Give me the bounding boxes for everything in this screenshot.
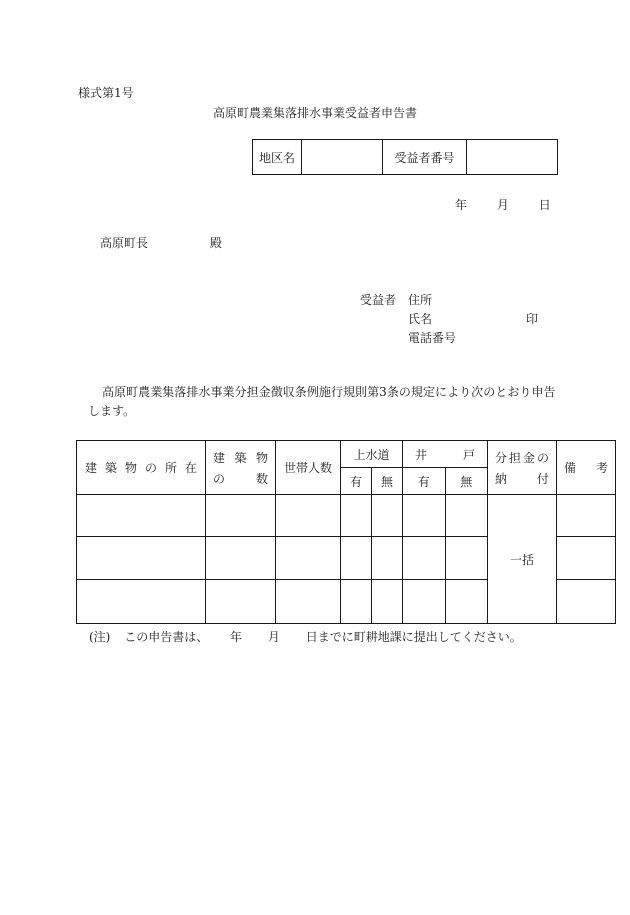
header-building-count [206, 441, 276, 495]
header-char: 物 [124, 461, 137, 475]
cell-remarks[interactable] [557, 495, 616, 537]
header-char: 分 [495, 450, 508, 465]
cell-water-yes[interactable] [341, 495, 372, 537]
document-title: 高原町農業集落排水事業受益者申告書 [212, 106, 417, 120]
addressee-honorific: 殿 [209, 236, 222, 250]
header-water-yes: 有 [341, 468, 372, 495]
header-char: 建 [213, 450, 226, 465]
header-char: 所 [164, 461, 177, 475]
cell-water-no[interactable] [372, 537, 403, 580]
header-building-location-text [85, 459, 197, 476]
cell-building-count[interactable] [206, 580, 276, 624]
header-households: 世帯人数 [276, 441, 341, 495]
header-char: 考 [595, 461, 608, 475]
addressee-name: 高原町長 [100, 236, 149, 250]
submission-note [89, 628, 522, 645]
cell-payment-method: 一括 [488, 495, 557, 624]
cell-location[interactable] [77, 537, 206, 580]
header-well-no: 無 [445, 468, 488, 495]
applicant-name-label: 氏名 [408, 312, 433, 326]
addressee [100, 234, 222, 251]
table-row [77, 495, 616, 537]
beneficiary-number-field[interactable] [467, 140, 558, 175]
statement-line-2: します。 [88, 404, 136, 418]
beneficiary-number-label: 受益者番号 [383, 140, 467, 175]
date-year-label: 年 [455, 198, 468, 212]
header-char: 備 [564, 461, 577, 475]
date-line [455, 196, 551, 213]
cell-building-count[interactable] [206, 537, 276, 580]
applicant-address-label: 住所 [408, 293, 433, 307]
header-char: 納 [495, 471, 508, 486]
header-well-text [415, 446, 475, 463]
cell-households[interactable] [276, 537, 341, 580]
cell-well-yes[interactable] [403, 495, 446, 537]
cell-location[interactable] [77, 580, 206, 624]
seal-mark: 印 [526, 312, 539, 326]
cell-well-no[interactable] [445, 495, 488, 537]
header-payment-line2 [495, 470, 549, 487]
building-table [76, 440, 616, 624]
header-well [403, 441, 488, 468]
header-char: 金 [522, 450, 535, 465]
statement-paragraph [88, 383, 558, 421]
header-building-count-line1 [213, 449, 268, 466]
cell-water-no[interactable] [372, 580, 403, 624]
cell-building-count[interactable] [206, 495, 276, 537]
cell-households[interactable] [276, 495, 341, 537]
header-char: 付 [536, 471, 549, 486]
header-char: 築 [104, 461, 117, 475]
note-prefix: (注) [89, 630, 111, 644]
note-text-a: この申告書は、 [124, 630, 209, 644]
cell-well-no[interactable] [445, 580, 488, 624]
header-water-no: 無 [372, 468, 403, 495]
date-month-label: 月 [496, 198, 509, 212]
header-remarks-text [564, 459, 608, 476]
header-payment [488, 441, 557, 495]
cell-remarks[interactable] [557, 537, 616, 580]
district-info-table [252, 139, 558, 175]
header-building-location [77, 441, 206, 495]
header-water-supply: 上水道 [341, 441, 403, 468]
note-month: 月 [267, 630, 280, 644]
header-char: 戸 [462, 447, 475, 462]
header-char: 築 [234, 450, 247, 465]
header-char: 井 [415, 447, 428, 462]
header-payment-line1 [495, 449, 549, 466]
applicant-phone-label: 電話番号 [408, 331, 457, 345]
header-remarks [557, 441, 616, 495]
cell-water-yes[interactable] [341, 580, 372, 624]
header-char: 建 [85, 461, 98, 475]
header-char: の [213, 471, 226, 486]
cell-well-no[interactable] [445, 537, 488, 580]
cell-well-yes[interactable] [403, 537, 446, 580]
applicant-role: 受益者 [360, 293, 397, 307]
header-building-count-line2 [213, 470, 268, 487]
statement-line-1: 高原町農業集落排水事業分担金徴収条例施行規則第3条の規定により次のとおり申告 [102, 385, 556, 399]
cell-remarks[interactable] [557, 580, 616, 624]
header-char: 数 [255, 471, 268, 486]
header-char: の [536, 450, 549, 465]
header-well-yes: 有 [403, 468, 446, 495]
header-char: 担 [508, 450, 521, 465]
header-char: の [144, 461, 157, 475]
note-year: 年 [230, 630, 243, 644]
cell-water-yes[interactable] [341, 537, 372, 580]
cell-location[interactable] [77, 495, 206, 537]
note-text-b: 日までに町耕地課に提出してください。 [305, 630, 522, 644]
cell-households[interactable] [276, 580, 341, 624]
district-label: 地区名 [253, 140, 302, 175]
header-char: 在 [184, 461, 197, 475]
date-day-label: 日 [538, 198, 551, 212]
header-char: 物 [255, 450, 268, 465]
form-number: 様式第1号 [78, 86, 134, 100]
cell-water-no[interactable] [372, 495, 403, 537]
cell-well-yes[interactable] [403, 580, 446, 624]
district-field[interactable] [302, 140, 383, 175]
